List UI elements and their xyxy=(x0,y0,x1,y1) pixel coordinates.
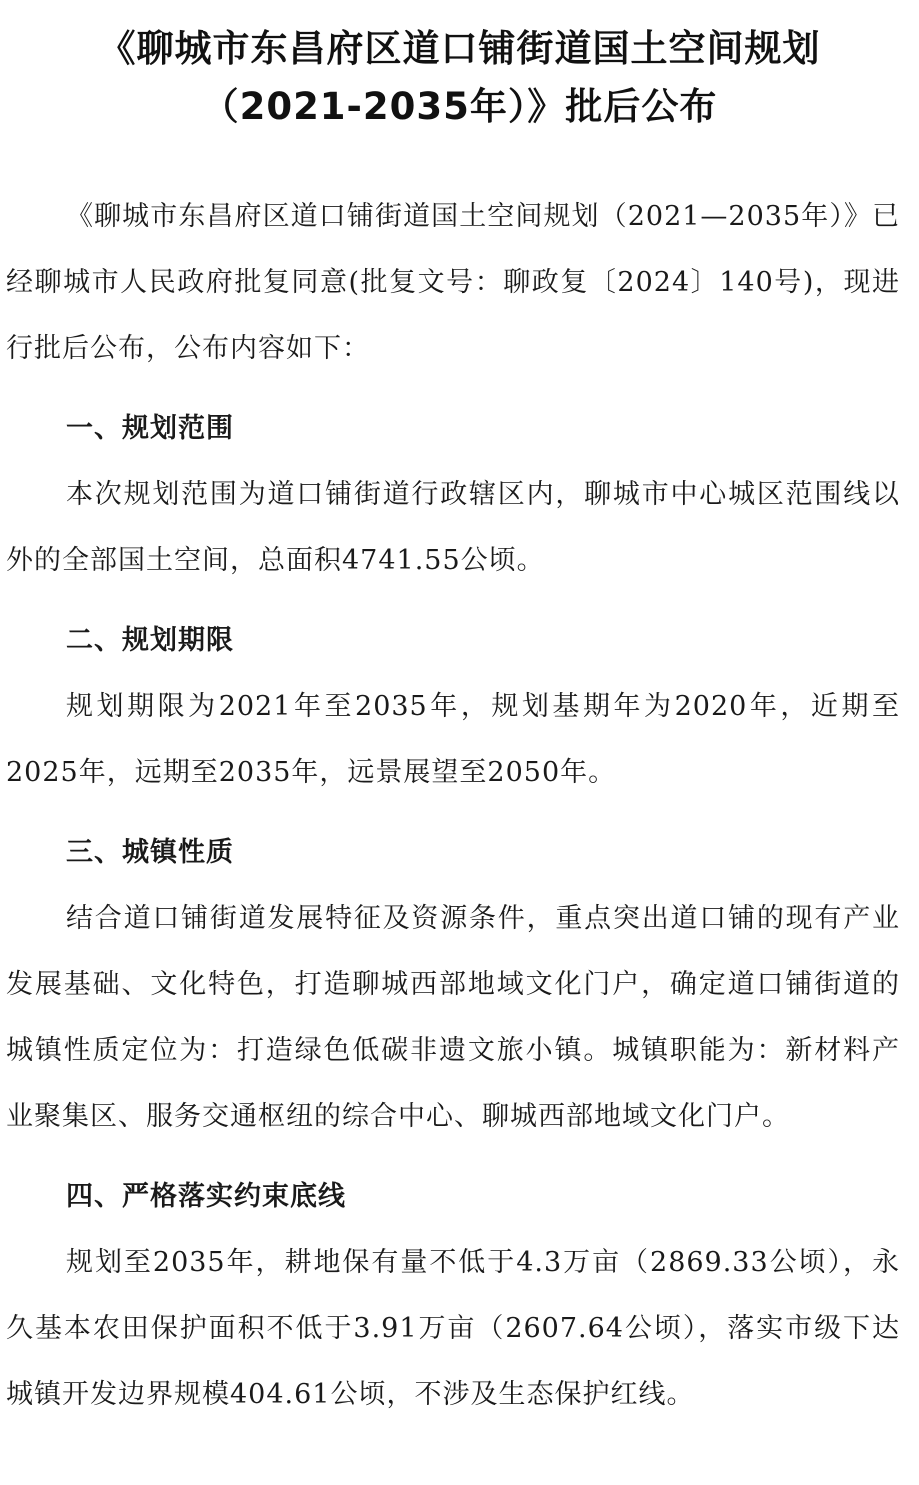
section-text-town-nature: 结合道口铺街道发展特征及资源条件，重点突出道口铺的现有产业发展基础、文化特色，打造聊城西部地域文化门户，确定道口铺街道的城镇性质定位为：打造绿色低碳非遗文旅小镇。城镇职能为：新材料产业聚集区、服务交通枢纽的综合中心、聊城西部地域文化门户。 xyxy=(6,903,900,1132)
section-heading-scope: 一、规划范围 xyxy=(66,413,234,444)
section-text-scope: 本次规划范围为道口铺街道行政辖区内，聊城市中心城区范围线以外的全部国土空间，总面积4741.55公顷。 xyxy=(6,479,900,576)
document-title xyxy=(0,0,919,136)
intro-paragraph: 《聊城市东昌府区道口铺街道国土空间规划（2021—2035年）》已经聊城市人民政府批复同意(批复文号：聊政复〔2024〕140号)，现进行批后公布，公布内容如下： xyxy=(6,201,900,364)
section-text-constraints: 规划至2035年，耕地保有量不低于4.3万亩（2869.33公顷），永久基本农田保护面积不低于3.91万亩（2607.64公顷），落实市级下达城镇开发边界规模404.61公顷，不涉及生态保护红线。 xyxy=(6,1247,900,1410)
section-heading-period: 二、规划期限 xyxy=(66,625,234,656)
document-body xyxy=(6,184,900,1428)
section-heading-town-nature: 三、城镇性质 xyxy=(66,837,234,868)
title-line-1: 《聊城市东昌府区道口铺街道国土空间规划 xyxy=(98,27,821,70)
section-heading-constraints: 四、严格落实约束底线 xyxy=(66,1181,346,1212)
section-text-period: 规划期限为2021年至2035年，规划基期年为2020年，近期至2025年，远期至2035年，远景展望至2050年。 xyxy=(6,691,900,788)
title-line-2: （2021-2035年）》批后公布 xyxy=(201,85,718,128)
